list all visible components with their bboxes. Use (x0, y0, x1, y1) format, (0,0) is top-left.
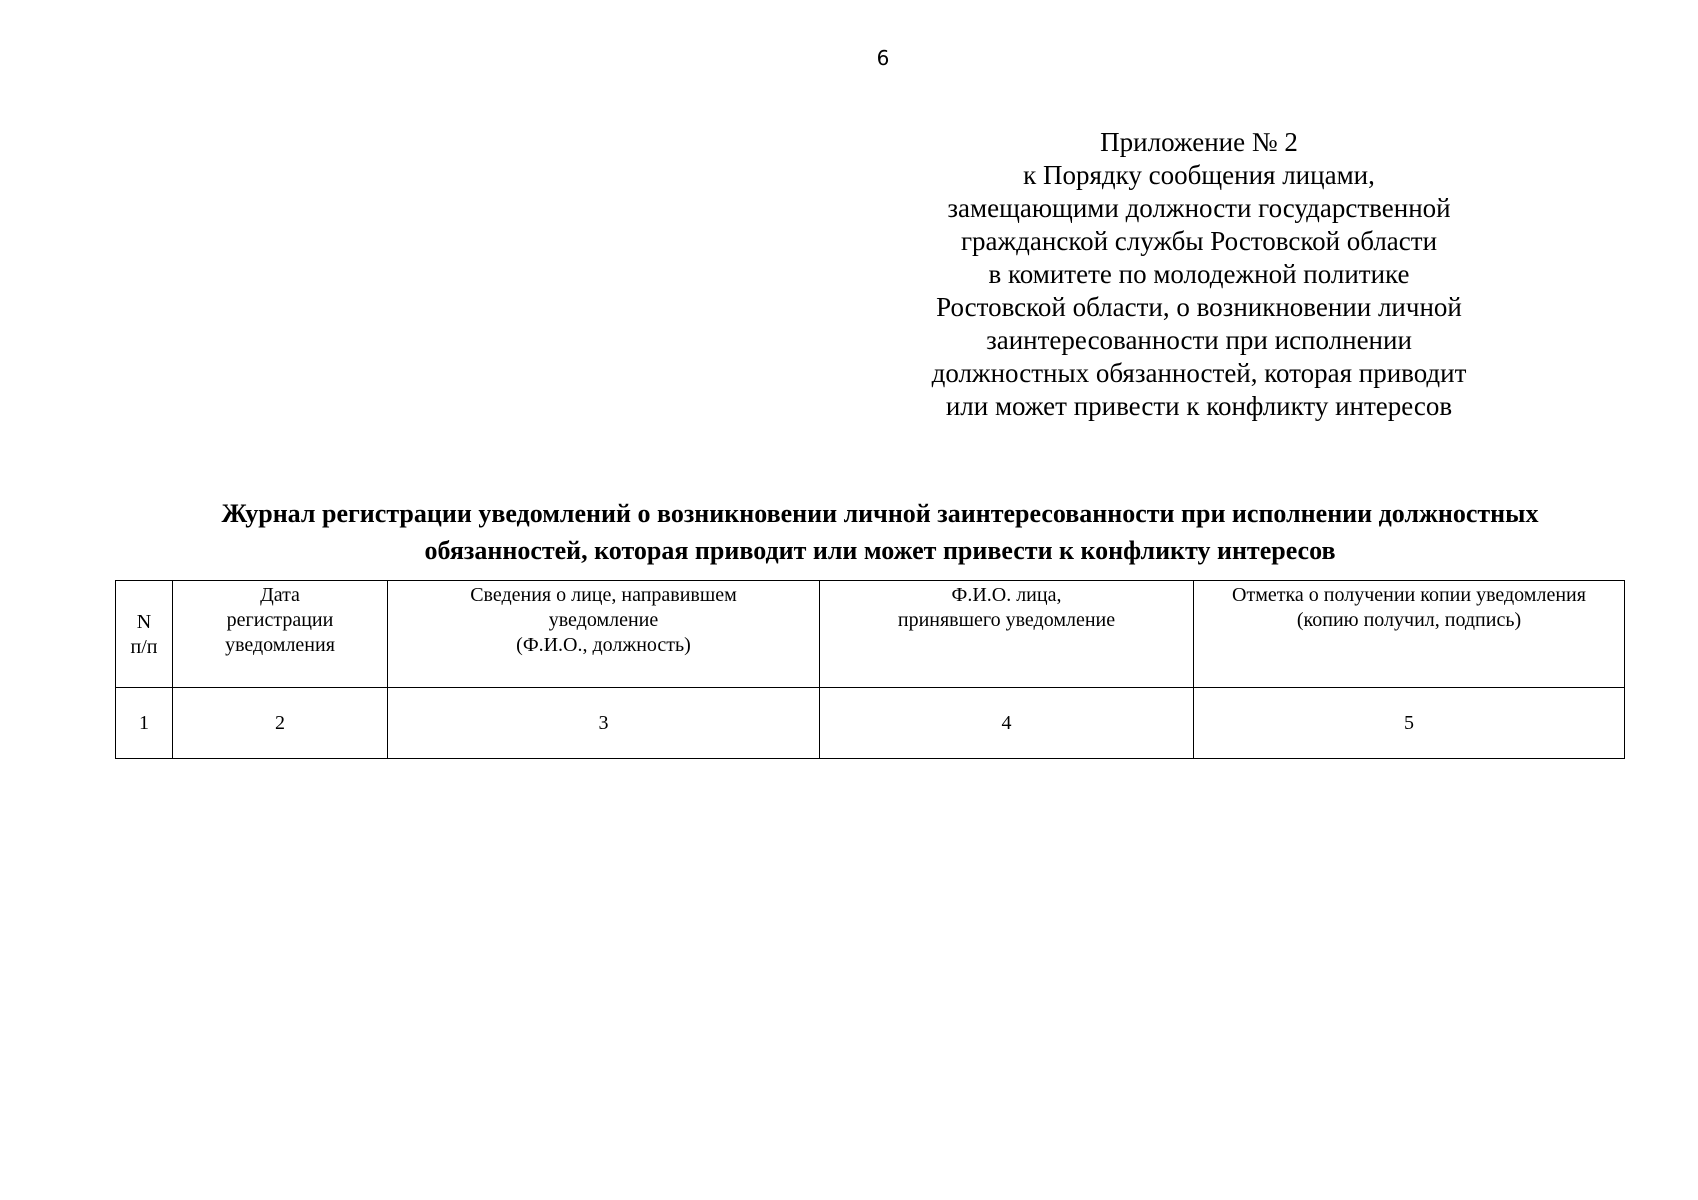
header-text: Ф.И.О. лица, (951, 584, 1062, 606)
appendix-line: в комитете по молодежной политике (988, 259, 1410, 289)
journal-table (115, 580, 1625, 759)
journal-title-line: Журнал регистрации уведомлений о возникновении личной заинтересованности при исполнении должностных (221, 499, 1539, 528)
appendix-note (880, 126, 1518, 423)
header-text: Отметка о получении копии уведомления (1232, 584, 1586, 606)
appendix-line: или может привести к конфликту интересов (945, 391, 1453, 421)
appendix-line: Приложение № 2 (1100, 127, 1298, 157)
header-text: уведомление (548, 609, 659, 631)
table-cell: 5 (1194, 688, 1625, 759)
header-text: (копию получил, подпись) (1296, 609, 1522, 631)
header-registration-date (173, 581, 388, 688)
table-cell: 3 (388, 688, 820, 759)
table-row (116, 688, 1625, 759)
header-text: уведомления (225, 634, 335, 656)
table-header-row (116, 581, 1625, 688)
header-text: (Ф.И.О., должность) (516, 634, 691, 656)
appendix-line: к Порядку сообщения лицами, (1023, 160, 1375, 190)
appendix-line: гражданской службы Ростовской области (960, 226, 1438, 256)
header-number (116, 581, 173, 688)
journal-title-line: обязанностей, которая приводит или может привести к конфликту интересов (424, 536, 1336, 565)
appendix-line: должностных обязанностей, которая приводит (931, 358, 1467, 388)
header-text: принявшего уведомление (897, 609, 1116, 631)
header-copy-receipt (1194, 581, 1625, 688)
appendix-line: заинтересованности при исполнении (986, 325, 1412, 355)
header-text: Сведения о лице, направившем (470, 584, 737, 606)
header-text: регистрации (226, 609, 334, 631)
journal-title (120, 495, 1640, 569)
table-cell: 4 (820, 688, 1194, 759)
appendix-line: замещающими должности государственной (947, 193, 1451, 223)
header-receiver-name (820, 581, 1194, 688)
page-number: 6 (876, 46, 890, 70)
table-cell: 2 (173, 688, 388, 759)
appendix-line: Ростовской области, о возникновении личной (936, 292, 1462, 322)
header-text: N (136, 611, 152, 633)
header-text: п/п (130, 636, 158, 658)
table-cell: 1 (116, 688, 173, 759)
header-text: Дата (260, 584, 300, 606)
header-sender-info (388, 581, 820, 688)
